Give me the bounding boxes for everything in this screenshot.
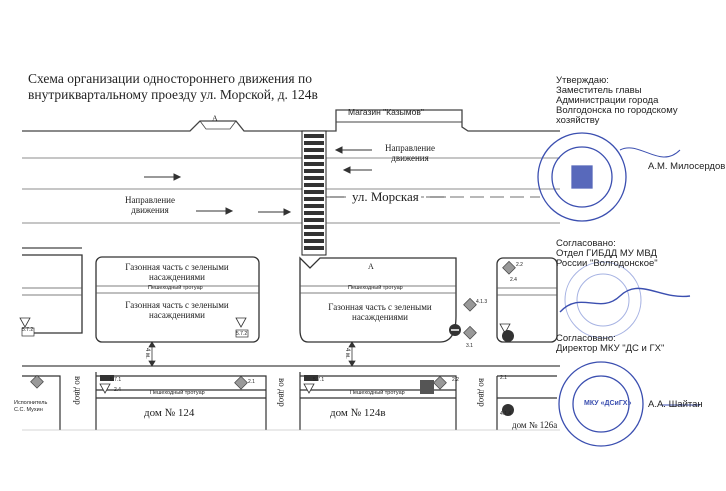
crosswalk-stripe <box>304 162 324 166</box>
sign-label: 2.2 <box>452 377 459 383</box>
lawn-label: Газонная часть с зелеными насаждениями <box>125 300 229 320</box>
sign-label: 5.7.1 <box>110 377 122 383</box>
yard-label: во двор <box>477 378 487 407</box>
gibdd-stamp <box>565 262 641 338</box>
agreed-line: России "Волгодонское" <box>556 258 658 269</box>
executor-label: Исполнитель С.С. Мухин <box>14 400 48 413</box>
agreed-heading: Согласовано: <box>556 333 616 344</box>
approval-stamp <box>538 133 626 221</box>
street-name: ул. Морская <box>352 189 419 204</box>
lawn-label: Газонная часть с зелеными насаждениями <box>125 262 229 282</box>
house-label: дом № 124 <box>144 407 195 419</box>
crosswalk-stripe <box>304 176 324 180</box>
crosswalk-stripe <box>304 197 324 201</box>
agreed-block-mku <box>556 334 664 354</box>
main-road-sign-icon <box>464 298 477 311</box>
approval-line: Волгодонска по городскому <box>556 105 678 116</box>
crosswalk-stripe <box>304 169 324 173</box>
approval-block <box>556 76 678 126</box>
crosswalk-stripe <box>304 141 324 145</box>
one-way-sign-icon <box>420 380 434 394</box>
crosswalk-stripe <box>304 148 324 152</box>
sign-label: 5.7.1 <box>313 377 325 383</box>
crosswalk-stripe <box>304 190 324 194</box>
page-title: Схема организации одностороннего движения по внутриквартальному проезду ул. Морской, д. 124в <box>28 71 318 102</box>
crosswalk-stripe <box>304 232 324 236</box>
distance-label: 4 м. <box>144 348 150 359</box>
lawn-label: Газонная часть с зелеными насаждениями <box>328 302 432 322</box>
yard-label: во двор <box>73 376 83 405</box>
approval-line: хозяйству <box>556 115 600 126</box>
stamp-text: МКУ «ДСиГХ» <box>584 400 632 407</box>
main-road-sign-icon <box>503 261 516 274</box>
road-mark-a: А <box>368 262 374 271</box>
road-mark-a: А <box>212 114 218 123</box>
agreed-block-gibdd <box>556 239 658 269</box>
main-road-sign-icon <box>235 376 248 389</box>
lawn-block-2 <box>300 258 456 342</box>
crosswalk-stripe <box>304 218 324 222</box>
sidewalk-label: Пешеходный тротуар <box>148 285 203 291</box>
crosswalk-stripe <box>304 155 324 159</box>
agreed-line: Отдел ГИБДД МУ МВД <box>556 248 657 259</box>
crosswalk-stripe <box>304 225 324 229</box>
sign-label: 2.4 <box>114 387 121 393</box>
crosswalk-stripe <box>304 183 324 187</box>
sign-label: 4.1.4 <box>500 411 512 417</box>
direction-sign-icon <box>502 330 514 342</box>
yield-sign-icon <box>100 384 110 393</box>
sidewalk-label: Пешеходный тротуар <box>150 390 205 396</box>
sign-label: 3.1 <box>466 343 473 349</box>
approval-line: Заместитель главы <box>556 85 642 96</box>
sidewalk-label: Пешеходный тротуар <box>350 390 405 396</box>
main-road-sign-icon <box>434 376 447 389</box>
agreed-signer: А.А. Шайтан <box>648 399 703 410</box>
house-label: дом № 124в <box>330 407 386 419</box>
crosswalk-stripe <box>304 246 324 250</box>
sign-label: 5.7.2 <box>236 331 248 337</box>
crosswalk-stripe <box>304 239 324 243</box>
distance-label: 4 м. <box>344 348 350 359</box>
yard-label: во двор <box>277 378 287 407</box>
crosswalk-stripe <box>304 134 324 138</box>
sign-label: 5.7.2 <box>22 327 34 333</box>
lawn-block-left <box>22 255 82 333</box>
signature <box>620 148 680 157</box>
sign-label: 2.1 <box>248 379 255 385</box>
road-signs <box>20 261 515 416</box>
main-road-sign-icon <box>31 375 44 388</box>
signature <box>560 288 690 312</box>
sign-label: 2.4 <box>510 277 517 283</box>
direction-label-top: Направление движения <box>385 143 435 163</box>
approval-line: Администрации города <box>556 95 659 106</box>
crosswalk-stripe <box>304 204 324 208</box>
yield-sign-icon <box>20 318 30 327</box>
direction-label-left: Направление движения <box>125 195 175 215</box>
distance-marker <box>149 342 355 366</box>
pedestrian-crossing <box>302 131 326 255</box>
crosswalk-stripe <box>304 211 324 215</box>
road-top-edge <box>22 107 560 131</box>
sign-label: 4.1.3 <box>476 299 488 305</box>
house-label: дом № 126а <box>512 420 558 430</box>
sidewalk-label: Пешеходный тротуар <box>348 285 403 291</box>
approval-heading: Утверждаю: <box>556 75 609 86</box>
agreed-heading: Согласовано: <box>556 238 616 249</box>
shop-label: Магазин "Казымов" <box>348 107 424 117</box>
approval-signer: А.М. Милосердов <box>648 161 726 172</box>
yield-sign-icon <box>304 384 314 393</box>
sign-label: 2.1 <box>500 375 507 381</box>
sign-label: 2.2 <box>516 262 523 268</box>
agreed-line: Директор МКУ "ДС и ГХ" <box>556 343 665 354</box>
main-road-sign-icon <box>464 326 477 339</box>
